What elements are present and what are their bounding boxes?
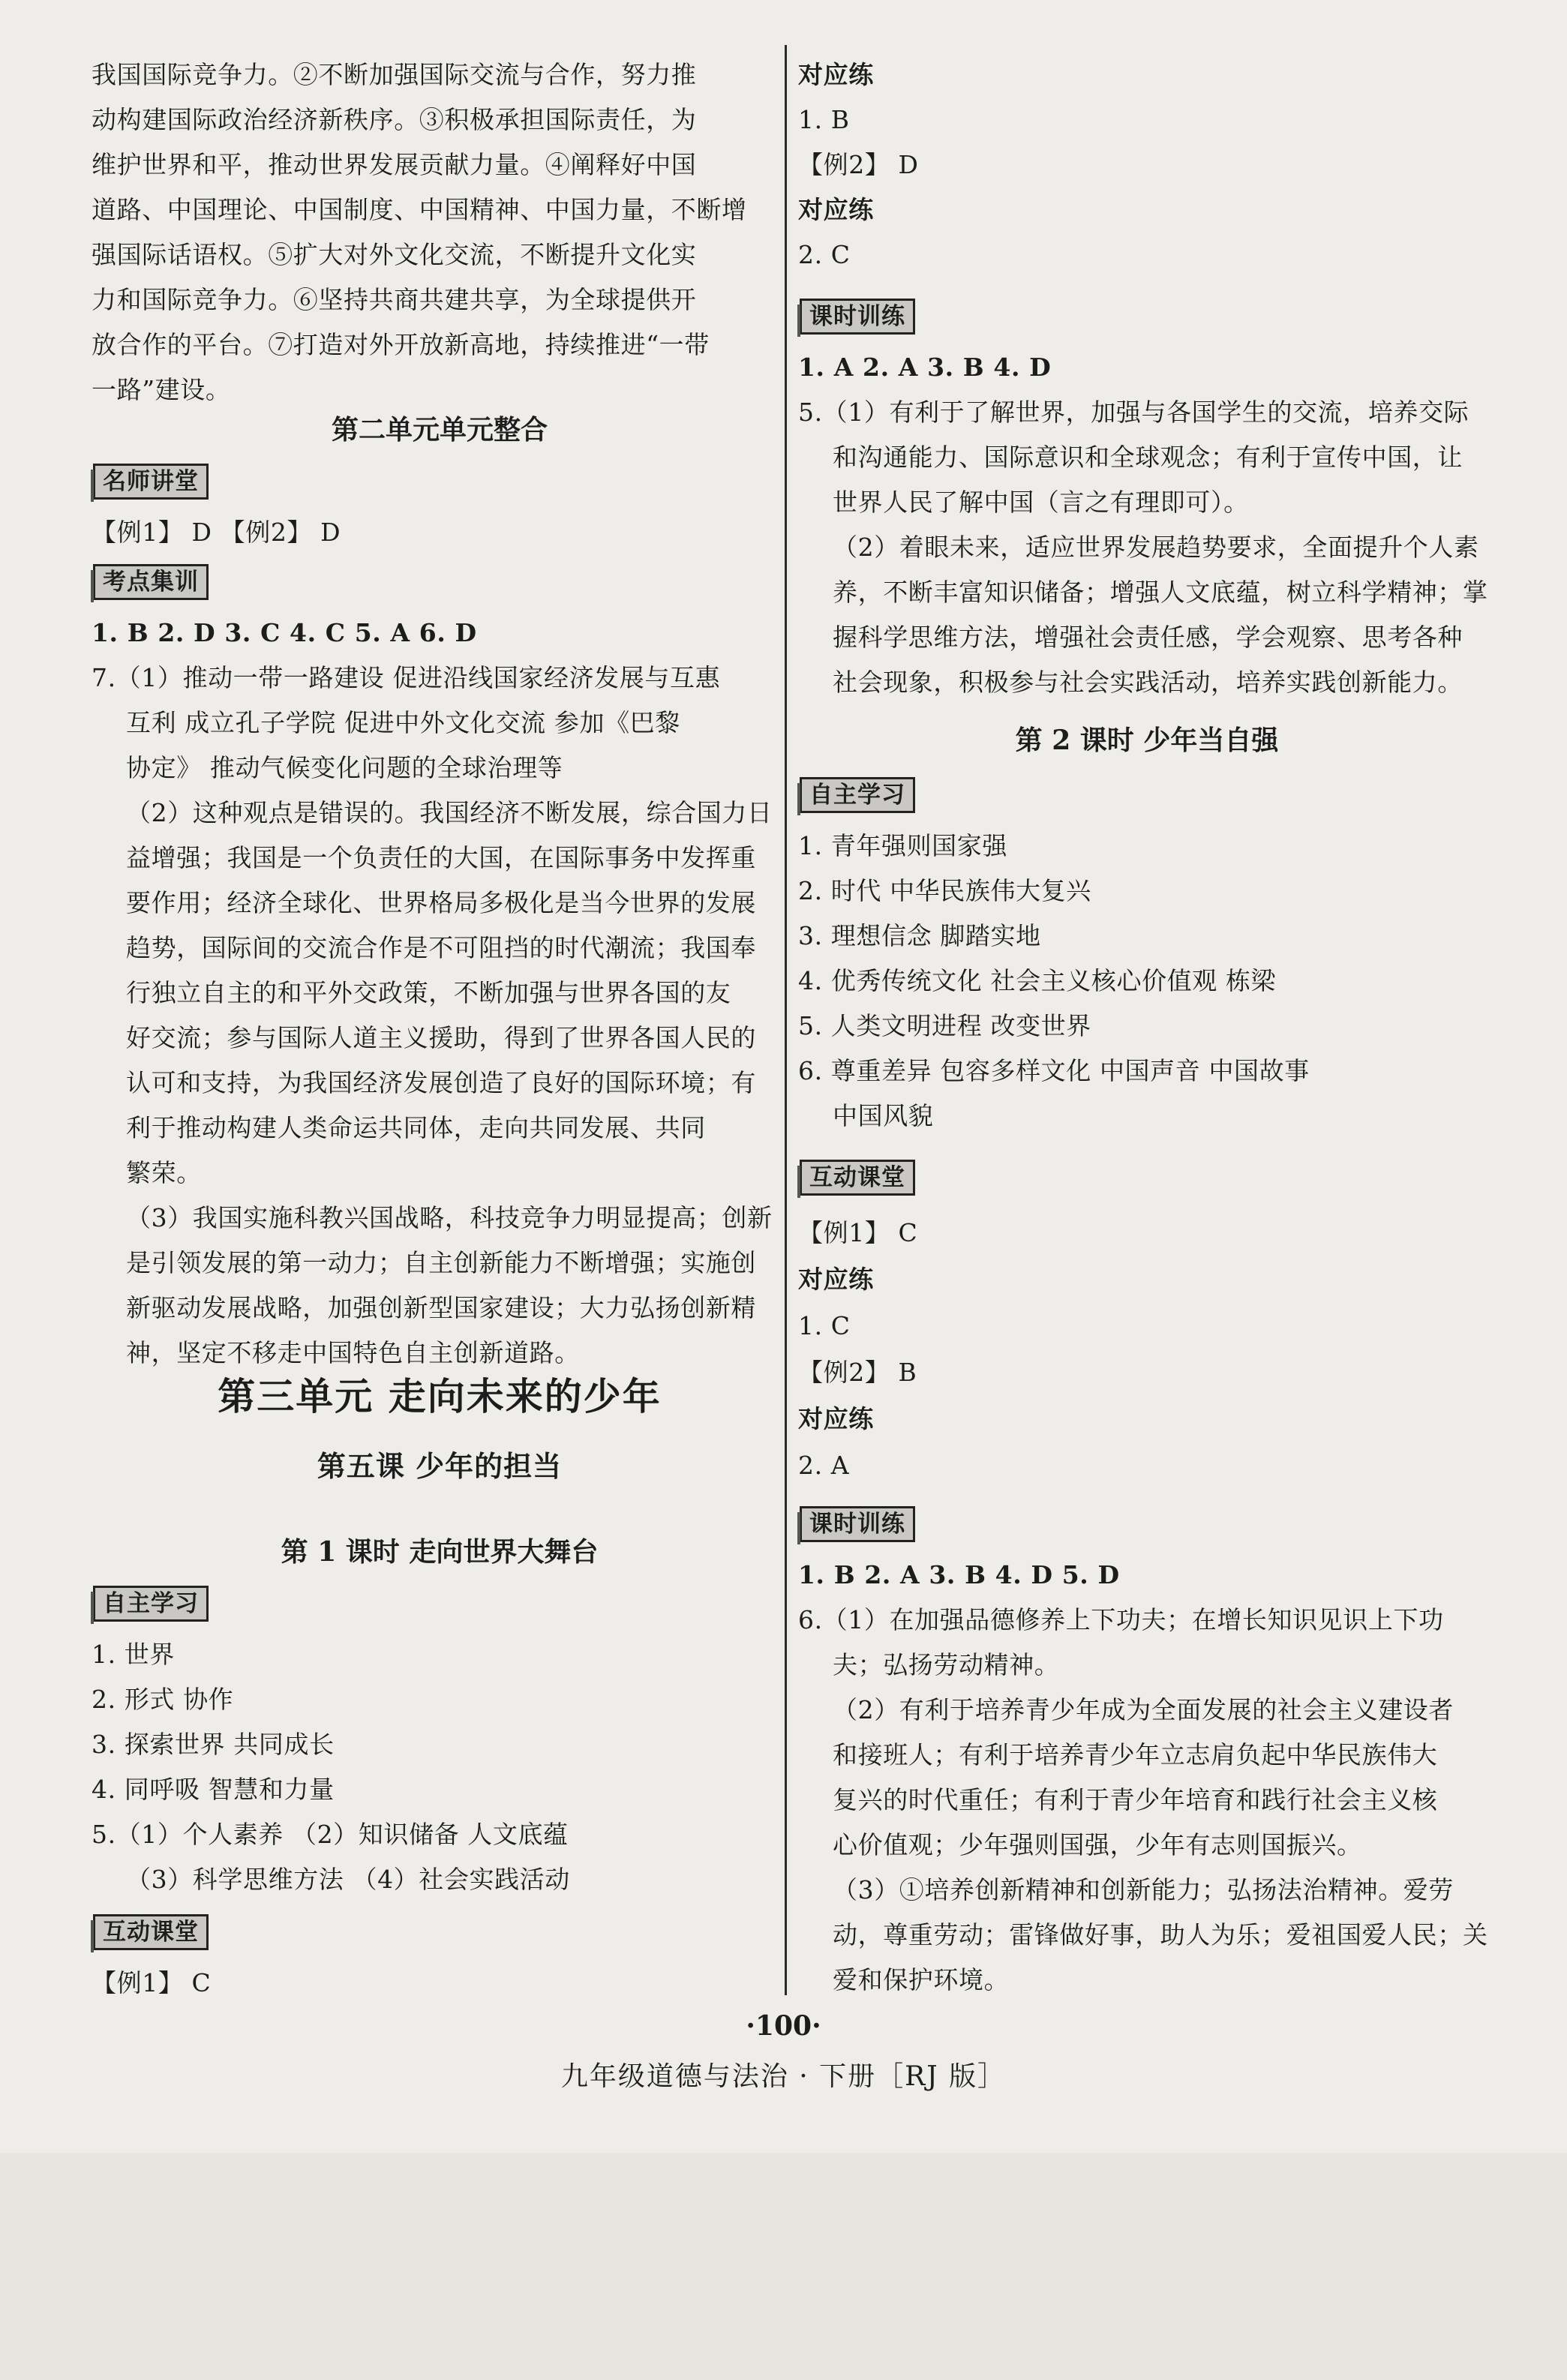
text-line: 一路”建设。 xyxy=(92,375,231,404)
column-divider xyxy=(785,45,787,1995)
answer-line: 对应练 xyxy=(798,1265,874,1294)
answer-line: 1. 世界 xyxy=(92,1640,175,1669)
answer-line: 【例1】 C xyxy=(798,1218,918,1247)
answer-line: 5. 人类文明进程 改变世界 xyxy=(798,1011,1091,1040)
text-line: 神，坚定不移走中国特色自主创新道路。 xyxy=(126,1338,580,1367)
text-line: 新驱动发展战略，加强创新型国家建设；大力弘扬创新精 xyxy=(126,1293,756,1322)
label-keshi: 课时训练 xyxy=(800,1506,915,1542)
lesson5-title: 第五课 少年的担当 xyxy=(317,1449,563,1483)
label-zizhu: 自主学习 xyxy=(800,777,915,813)
answer-line: 2. A xyxy=(798,1451,850,1480)
text-line: 握科学思维方法，增强社会责任感，学会观察、思考各种 xyxy=(833,623,1463,652)
text-line: 认可和支持，为我国经济发展创造了良好的国际环境；有 xyxy=(126,1068,756,1097)
page-footer: 九年级道德与法治 · 下册［RJ 版］ xyxy=(560,2061,1007,2092)
text-line: 协定》 推动气候变化问题的全球治理等 xyxy=(126,753,563,782)
answer-line: 对应练 xyxy=(798,60,874,89)
text-line: 繁荣。 xyxy=(126,1158,202,1187)
answer-line: 1. B xyxy=(798,105,850,134)
text-line: 要作用；经济全球化、世界格局多极化是当今世界的发展 xyxy=(126,888,756,917)
text-line: 7.（1）推动一带一路建设 促进沿线国家经济发展与互惠 xyxy=(92,663,721,692)
page-number: ·100· xyxy=(746,2010,821,2042)
answer-line: 对应练 xyxy=(798,1404,874,1433)
text-line: 强国际话语权。⑤扩大对外文化交流，不断提升文化实 xyxy=(92,240,697,269)
text-line: 和沟通能力、国际意识和全球观念；有利于宣传中国，让 xyxy=(833,443,1463,472)
label-mingshi: 名师讲堂 xyxy=(93,464,209,500)
text-line: 利于推动构建人类命运共同体，走向共同发展、共同 xyxy=(126,1113,706,1142)
answer-line: 2. 时代 中华民族伟大复兴 xyxy=(798,876,1091,905)
text-line: 益增强；我国是一个负责任的大国，在国际事务中发挥重 xyxy=(126,843,756,872)
answer-line: 1. C xyxy=(798,1311,851,1340)
label-kaodian: 考点集训 xyxy=(93,564,209,600)
text-line: 是引领发展的第一动力；自主创新能力不断增强；实施创 xyxy=(126,1248,756,1277)
text-line: 社会现象，积极参与社会实践活动，培养实践创新能力。 xyxy=(833,668,1463,697)
text-line: 夫；弘扬劳动精神。 xyxy=(833,1650,1060,1679)
answer-line: 1. 青年强则国家强 xyxy=(798,831,1007,860)
text-line: 行独立自主的和平外交政策，不断加强与世界各国的友 xyxy=(126,978,731,1007)
unit3-title: 第三单元 走向未来的少年 xyxy=(218,1374,662,1418)
label-keshi: 课时训练 xyxy=(800,299,915,335)
text-line: 心价值观；少年强则国强，少年有志则国振兴。 xyxy=(833,1830,1362,1859)
answer-line: 【例2】 B xyxy=(798,1358,917,1387)
text-line: 道路、中国理论、中国制度、中国精神、中国力量，不断增 xyxy=(92,195,747,224)
answer-line: 1. A 2. A 3. B 4. D xyxy=(798,353,1052,382)
text-line: （3）①培养创新精神和创新能力；弘扬法治精神。爱劳 xyxy=(833,1875,1454,1904)
answer-line: 4. 优秀传统文化 社会主义核心价值观 栋梁 xyxy=(798,966,1277,995)
label-hudong: 互动课堂 xyxy=(93,1914,209,1950)
label-hudong: 互动课堂 xyxy=(800,1160,915,1196)
answer-line: 1. B 2. A 3. B 4. D 5. D xyxy=(798,1560,1120,1589)
text-line: （2）有利于培养青少年成为全面发展的社会主义建设者 xyxy=(833,1695,1454,1724)
text-line: 动构建国际政治经济新秩序。③积极承担国际责任，为 xyxy=(92,105,697,134)
answer-line: 5.（1）个人素养 （2）知识储备 人文底蕴 xyxy=(92,1820,569,1849)
text-line: 放合作的平台。⑦打造对外开放新高地，持续推进“一带 xyxy=(92,330,710,359)
answer-line: 3. 探索世界 共同成长 xyxy=(92,1730,335,1759)
text-line: 趋势，国际间的交流合作是不可阻挡的时代潮流；我国奉 xyxy=(126,933,756,962)
text-line: 爱和保护环境。 xyxy=(833,1965,1010,1994)
text-line: 和接班人；有利于培养青少年立志肩负起中华民族伟大 xyxy=(833,1740,1438,1769)
text-line: （2）这种观点是错误的。我国经济不断发展，综合国力日 xyxy=(126,798,773,827)
text-line: 动，尊重劳动；雷锋做好事，助人为乐；爱祖国爱人民；关 xyxy=(833,1920,1488,1949)
text-line: 世界人民了解中国（言之有理即可）。 xyxy=(833,488,1249,517)
answer-line: 6. 尊重差异 包容多样文化 中国声音 中国故事 xyxy=(798,1056,1310,1085)
text-line: 好交流；参与国际人道主义援助，得到了世界各国人民的 xyxy=(126,1023,756,1052)
text-line: 6.（1）在加强品德修养上下功夫；在增长知识见识上下功 xyxy=(798,1605,1444,1634)
text-line: （2）着眼未来，适应世界发展趋势要求，全面提升个人素 xyxy=(833,533,1479,562)
text-line: 维护世界和平，推动世界发展贡献力量。④阐释好中国 xyxy=(92,150,697,179)
section-title-unit2: 第二单元单元整合 xyxy=(331,414,548,446)
answer-line: 【例1】 C xyxy=(92,1968,212,1997)
text-line: 复兴的时代重任；有利于青少年培育和践行社会主义核 xyxy=(833,1785,1438,1814)
answer-line: 2. C xyxy=(798,240,851,269)
answer-line: 3. 理想信念 脚踏实地 xyxy=(798,921,1041,950)
answer-line: （3）科学思维方法 （4）社会实践活动 xyxy=(126,1865,570,1894)
answer-line: 4. 同呼吸 智慧和力量 xyxy=(92,1775,335,1804)
text-line: 养，不断丰富知识储备；增强人文底蕴，树立科学精神；掌 xyxy=(833,578,1488,607)
text-line: （3）我国实施科教兴国战略，科技竞争力明显提高；创新 xyxy=(126,1203,773,1232)
period1-title: 第 1 课时 走向世界大舞台 xyxy=(281,1536,599,1568)
answer-line: 2. 形式 协作 xyxy=(92,1685,234,1714)
period2-title: 第 2 课时 少年当自强 xyxy=(1015,725,1279,756)
answer-line: 【例1】 D 【例2】 D xyxy=(92,518,341,547)
answer-line: 1. B 2. D 3. C 4. C 5. A 6. D xyxy=(92,618,477,647)
label-zizhu: 自主学习 xyxy=(93,1586,209,1622)
answer-line: 对应练 xyxy=(798,195,874,224)
text-line: 力和国际竞争力。⑥坚持共商共建共享，为全球提供开 xyxy=(92,285,697,314)
text-line: 5.（1）有利于了解世界，加强与各国学生的交流，培养交际 xyxy=(798,398,1469,427)
answer-line: 中国风貌 xyxy=(833,1101,934,1130)
text-line: 互利 成立孔子学院 促进中外文化交流 参加《巴黎 xyxy=(126,708,680,737)
answer-line: 【例2】 D xyxy=(798,150,919,179)
text-line: 我国国际竞争力。②不断加强国际交流与合作，努力推 xyxy=(92,60,697,89)
